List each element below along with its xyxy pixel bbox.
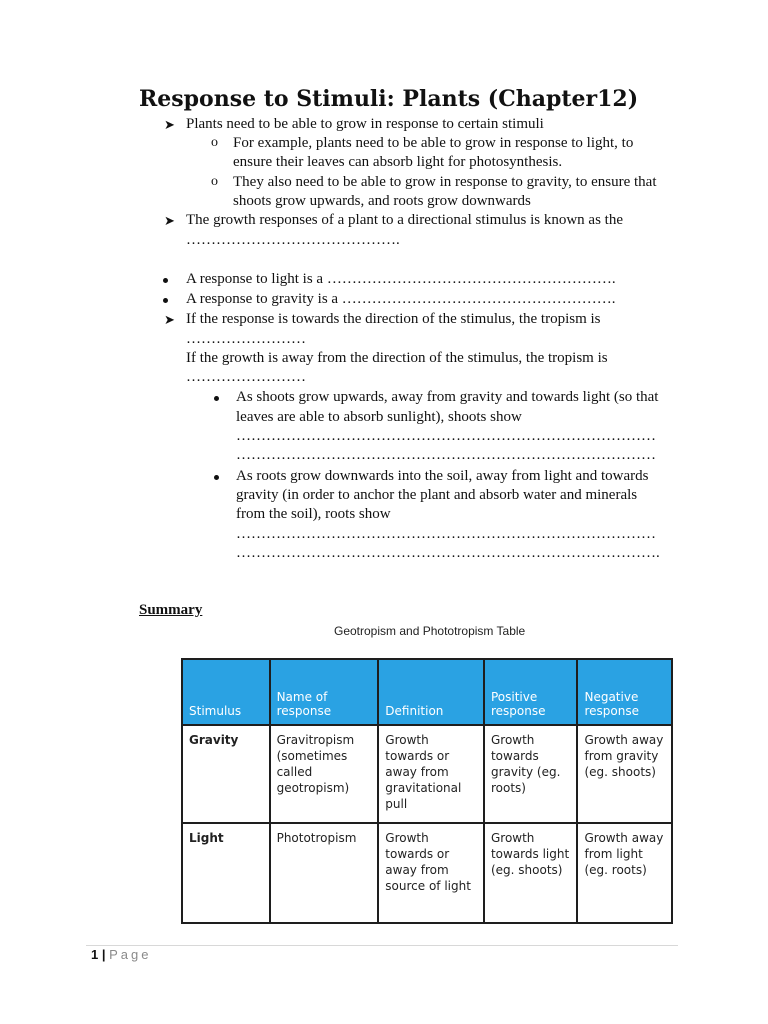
bullet-text: from the soil), roots show (236, 506, 391, 522)
sub-bullet-text: For example, plants need to be able to grow in response to light, to (233, 135, 634, 151)
bullet-text: A response to light is a …………………………………………………. (186, 271, 616, 287)
table-header-cell: Negative response (577, 659, 672, 725)
table-header-cell: Name of response (270, 659, 379, 725)
sub-bullet-text: shoots grow upwards, and roots grow downwards (233, 193, 531, 209)
bullet-text: As shoots grow upwards, away from gravity and towards light (so that (236, 389, 659, 405)
table-header-cell: Stimulus (182, 659, 270, 725)
sub-bullet-icon: o (211, 174, 218, 189)
table-cell: Growth away from light (eg. roots) (577, 823, 672, 923)
fill-blank-line: ………………………………………………………………………… (236, 428, 656, 444)
fill-blank-line: ………………………………………………………………………… (236, 447, 656, 463)
table-cell: Gravity (182, 725, 270, 823)
bullet-text: Plants need to be able to grow in response to certain stimuli (186, 116, 544, 132)
bullet-dot-icon (214, 396, 219, 401)
fill-blank-line: …………………… (186, 369, 306, 385)
sub-bullet-icon: o (211, 135, 218, 150)
fill-blank-line: …………………… (186, 331, 306, 347)
arrow-bullet-icon: ➤ (164, 312, 175, 327)
table-cell: Growth towards light (eg. shoots) (484, 823, 578, 923)
summary-heading: Summary (139, 602, 203, 618)
fill-blank-line: ……………………………………. (186, 232, 400, 248)
table-cell: Growth towards gravity (eg. roots) (484, 725, 578, 823)
table-cell: Gravitropism (sometimes called geotropism) (270, 725, 379, 823)
bullet-dot-icon (163, 278, 168, 283)
bullet-text: If the growth is away from the direction of the stimulus, the tropism is (186, 350, 608, 366)
footer-divider (86, 945, 678, 946)
table-cell: Growth towards or away from gravitational pull (378, 725, 484, 823)
table-title: Geotropism and Phototropism Table (334, 624, 526, 638)
bullet-text: The growth responses of a plant to a directional stimulus is known as the (186, 212, 623, 228)
sub-bullet-text: They also need to be able to grow in response to gravity, to ensure that (233, 174, 657, 190)
table-cell: Phototropism (270, 823, 379, 923)
table-header-row (182, 659, 672, 725)
tropism-table (181, 658, 673, 924)
bullet-text: As roots grow downwards into the soil, away from light and towards (236, 468, 649, 484)
footer-separator: | (101, 947, 106, 962)
table-row (182, 725, 672, 823)
bullet-text: If the response is towards the direction of the stimulus, the tropism is (186, 311, 601, 327)
bullet-text: A response to gravity is a ………………………………………………. (186, 291, 616, 307)
sub-bullet-text: ensure their leaves can absorb light for photosynthesis. (233, 154, 563, 170)
bullet-text: gravity (in order to anchor the plant and absorb water and minerals (236, 487, 638, 503)
bullet-dot-icon (214, 475, 219, 480)
page-number: 1 (91, 947, 99, 962)
bullet-dot-icon (163, 298, 168, 303)
page-label: Page (109, 947, 152, 962)
fill-blank-line: …………………………………………………………………………. (236, 545, 660, 561)
page-title: Response to Stimuli: Plants (Chapter12) (139, 86, 639, 112)
table-row (182, 823, 672, 923)
fill-blank-line: ………………………………………………………………………… (236, 526, 656, 542)
table-cell: Growth away from gravity (eg. shoots) (577, 725, 672, 823)
table-cell: Growth towards or away from source of light (378, 823, 484, 923)
arrow-bullet-icon: ➤ (164, 213, 175, 228)
arrow-bullet-icon: ➤ (164, 117, 175, 132)
table-cell: Light (182, 823, 270, 923)
bullet-text: leaves are able to absorb sunlight), shoots show (236, 409, 522, 425)
table-header-cell: Definition (378, 659, 484, 725)
page-footer (91, 947, 152, 962)
table-header-cell: Positive response (484, 659, 578, 725)
